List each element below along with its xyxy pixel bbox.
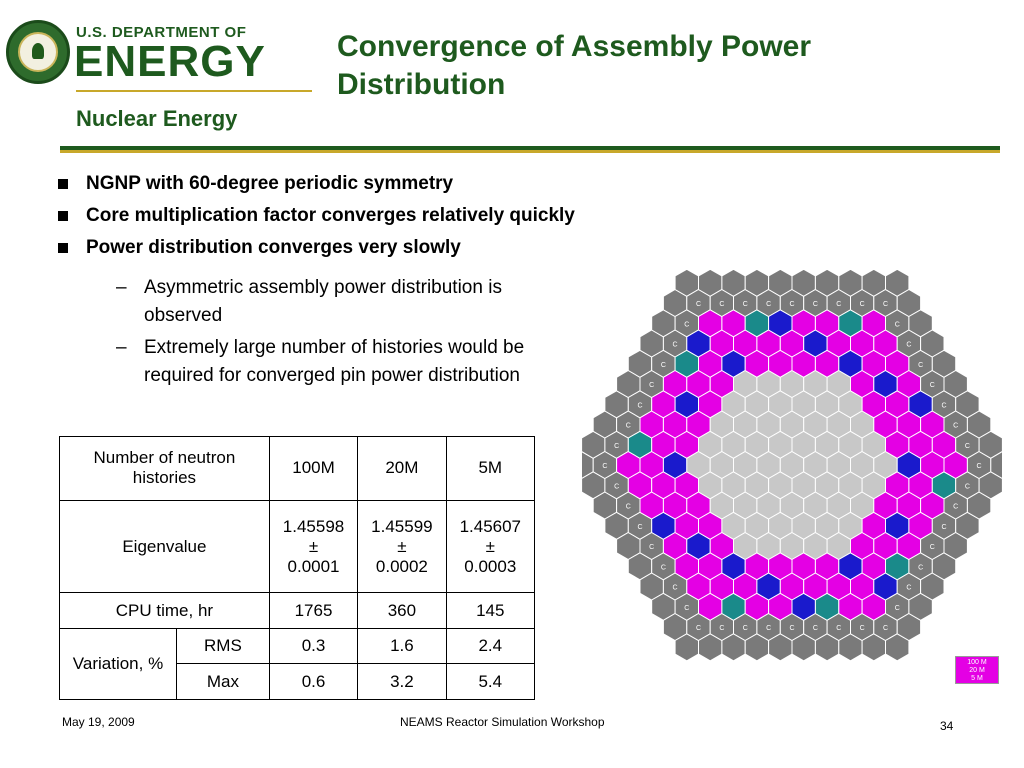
subbullet-item: – Extremely large number of histories would be required for converged pin power distribution bbox=[112, 334, 572, 390]
cpu-cell: 1765 bbox=[269, 593, 357, 629]
reflector-marker: C bbox=[953, 422, 959, 430]
reflector-marker: C bbox=[929, 382, 935, 389]
reflector-marker: C bbox=[894, 604, 900, 612]
max-cell: 3.2 bbox=[358, 664, 446, 700]
department-word: ENERGY bbox=[74, 37, 266, 86]
core-hex-map-svg bbox=[582, 250, 1002, 680]
pm-symbol: ± bbox=[308, 536, 319, 556]
seal-inner bbox=[18, 32, 58, 72]
reflector-marker: C bbox=[637, 402, 643, 410]
table-row bbox=[60, 500, 535, 592]
reflector-marker: C bbox=[684, 604, 690, 612]
bullet-item: Core multiplication factor converges relatively quickly bbox=[58, 200, 575, 232]
bullet-item: NGNP with 60-degree periodic symmetry bbox=[58, 168, 575, 200]
reflector-marker: C bbox=[625, 422, 631, 430]
eigen-error: 0.0003 bbox=[464, 556, 517, 576]
office-name: Nuclear Energy bbox=[76, 106, 238, 131]
reflector-marker: C bbox=[742, 625, 748, 632]
eigen-value: 1.45598 bbox=[282, 516, 345, 536]
reflector-marker: C bbox=[906, 584, 912, 592]
reflector-marker: C bbox=[672, 341, 678, 349]
eigen-cell bbox=[358, 500, 446, 592]
eigen-value: 1.45599 bbox=[371, 516, 433, 536]
reflector-marker: C bbox=[836, 625, 842, 632]
logo-underline bbox=[76, 90, 312, 92]
rms-cell: 2.4 bbox=[446, 628, 534, 664]
reflector-marker: C bbox=[637, 523, 643, 531]
reflector-marker: C bbox=[918, 564, 924, 572]
footer-event: NEAMS Reactor Simulation Workshop bbox=[400, 715, 605, 729]
reflector-marker: C bbox=[964, 442, 970, 450]
reflector-marker: C bbox=[976, 463, 982, 470]
footer-date: May 19, 2009 bbox=[62, 715, 135, 729]
reflector-marker: C bbox=[766, 625, 772, 632]
doe-seal-logo bbox=[6, 20, 70, 84]
bullet-item: Power distribution converges very slowly bbox=[58, 232, 575, 264]
variation-label: Variation, % bbox=[60, 628, 177, 699]
reflector-marker: C bbox=[929, 544, 935, 551]
legend-line: 5 M bbox=[971, 675, 983, 682]
reflector-marker: C bbox=[859, 301, 865, 308]
title-rule-gold bbox=[60, 150, 1000, 153]
eagle-icon bbox=[32, 43, 44, 59]
rms-cell: 0.3 bbox=[269, 628, 357, 664]
max-cell: 5.4 bbox=[446, 664, 534, 700]
histories-legend bbox=[955, 656, 999, 684]
reflector-marker: C bbox=[766, 301, 772, 308]
reflector-marker: C bbox=[695, 625, 702, 632]
reflector-marker: C bbox=[649, 382, 655, 389]
reflector-marker: C bbox=[625, 503, 631, 511]
header-histories: Number of neutron histories bbox=[60, 437, 270, 501]
max-label: Max bbox=[177, 664, 270, 700]
table-row bbox=[60, 628, 535, 664]
slide-title: Convergence of Assembly Power Distribution bbox=[337, 30, 812, 101]
reflector-marker: C bbox=[918, 361, 924, 369]
rms-label: RMS bbox=[177, 628, 270, 664]
eigen-error: 0.0001 bbox=[287, 556, 340, 576]
reflector-marker: C bbox=[672, 584, 678, 592]
reflector-marker: C bbox=[614, 483, 620, 491]
eigenvalue-label: Eigenvalue bbox=[60, 500, 270, 592]
reflector-marker: C bbox=[789, 625, 795, 632]
reflector-marker: C bbox=[859, 625, 865, 632]
header-20m: 20M bbox=[358, 437, 446, 501]
reflector-marker: C bbox=[882, 625, 889, 632]
max-cell: 0.6 bbox=[269, 664, 357, 700]
reflector-marker: C bbox=[742, 301, 748, 308]
core-hex-map bbox=[582, 250, 1002, 680]
reflector-marker: C bbox=[812, 301, 818, 308]
reflector-marker: C bbox=[953, 503, 959, 511]
reflector-marker: C bbox=[882, 301, 889, 308]
reflector-marker: C bbox=[836, 301, 842, 308]
cpu-label: CPU time, hr bbox=[60, 593, 270, 629]
reflector-marker: C bbox=[789, 301, 795, 308]
header-100m: 100M bbox=[269, 437, 357, 501]
legend-line: 20 M bbox=[969, 667, 985, 674]
reflector-marker: C bbox=[812, 625, 818, 632]
subbullet-item: – Asymmetric assembly power distribution is observed bbox=[112, 274, 572, 330]
department-line: U.S. DEPARTMENT OF bbox=[76, 24, 247, 41]
legend-line: 100 M bbox=[967, 659, 987, 666]
table-row bbox=[60, 437, 535, 501]
cpu-cell: 145 bbox=[446, 593, 534, 629]
cpu-cell: 360 bbox=[358, 593, 446, 629]
reflector-marker: C bbox=[695, 301, 702, 308]
pm-symbol: ± bbox=[485, 536, 495, 556]
reflector-marker: C bbox=[660, 361, 666, 369]
reflector-marker: C bbox=[649, 544, 655, 551]
reflector-marker: C bbox=[941, 402, 947, 410]
reflector-marker: C bbox=[941, 523, 947, 531]
reflector-marker: C bbox=[614, 442, 620, 450]
convergence-table bbox=[59, 436, 535, 700]
rms-cell: 1.6 bbox=[358, 628, 446, 664]
header-5m: 5M bbox=[446, 437, 534, 501]
table-row bbox=[60, 593, 535, 629]
reflector-marker: C bbox=[964, 483, 970, 491]
eigen-cell bbox=[446, 500, 534, 592]
eigen-cell bbox=[269, 500, 357, 592]
reflector-marker: C bbox=[660, 564, 666, 572]
reflector-marker: C bbox=[602, 463, 608, 470]
eigen-value: 1.45607 bbox=[459, 516, 522, 536]
subbullet-list bbox=[112, 274, 572, 394]
page-number: 34 bbox=[940, 719, 954, 733]
reflector-marker: C bbox=[906, 341, 912, 349]
reflector-marker: C bbox=[894, 321, 900, 329]
bullet-list bbox=[58, 168, 575, 264]
reflector-marker: C bbox=[684, 321, 690, 329]
reflector-marker: C bbox=[719, 301, 725, 308]
eigen-error: 0.0002 bbox=[375, 556, 428, 576]
pm-symbol: ± bbox=[397, 536, 407, 556]
reflector-marker: C bbox=[719, 625, 725, 632]
